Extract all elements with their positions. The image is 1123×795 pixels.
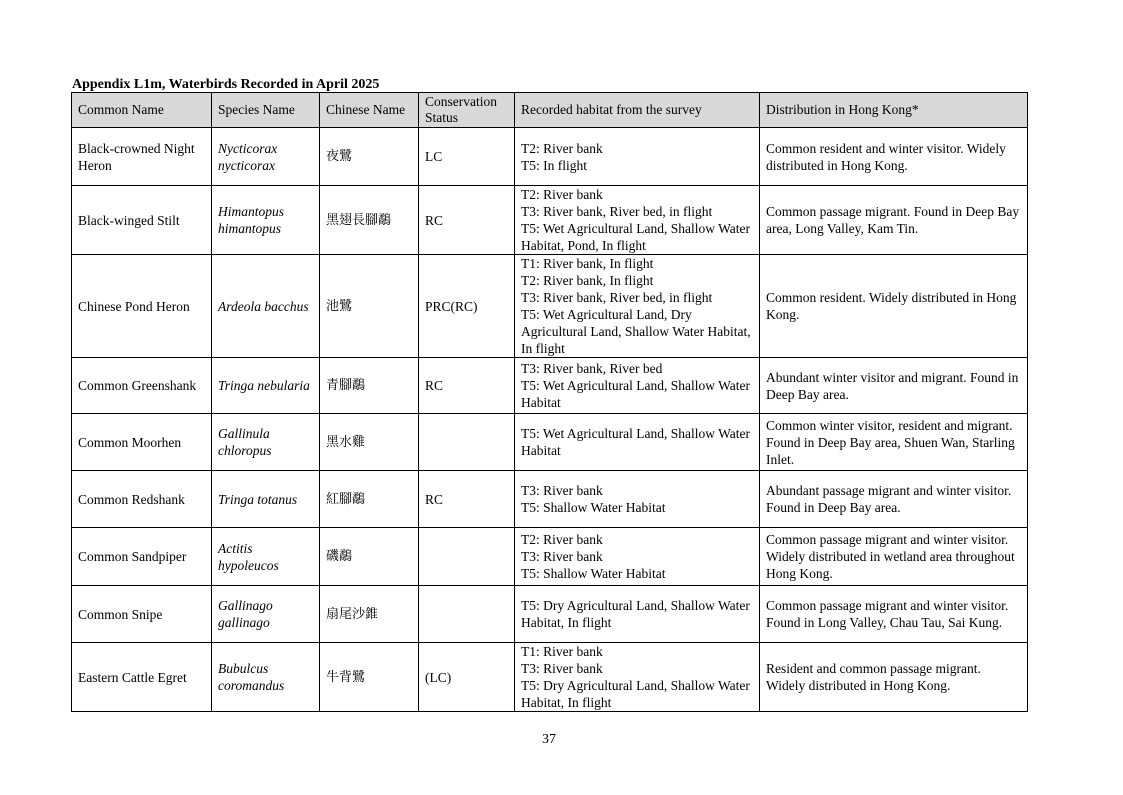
recorded-habitat: T2: River bank T3: River bank T5: Shallow Water Habitat: [515, 528, 760, 586]
distribution: Common passage migrant and winter visitor. Found in Long Valley, Chau Tau, Sai Kung.: [760, 586, 1028, 643]
header-row: [72, 93, 1028, 128]
common-name: Common Moorhen: [72, 414, 212, 471]
header-distribution: Distribution in Hong Kong*: [760, 93, 1028, 128]
conservation-status: [419, 528, 515, 586]
conservation-status: [419, 586, 515, 643]
recorded-habitat: T5: Wet Agricultural Land, Shallow Water Habitat: [515, 414, 760, 471]
recorded-habitat: T5: Dry Agricultural Land, Shallow Water Habitat, In flight: [515, 586, 760, 643]
table-row: [72, 471, 1028, 528]
species-name: Tringa totanus: [212, 471, 320, 528]
conservation-status: LC: [419, 128, 515, 186]
chinese-name: 黑翅長腳鷸: [320, 186, 419, 255]
table-title: Appendix L1m, Waterbirds Recorded in April 2025: [72, 77, 380, 92]
species-name: Tringa nebularia: [212, 358, 320, 414]
species-name: Himantopus himantopus: [212, 186, 320, 255]
common-name: Eastern Cattle Egret: [72, 643, 212, 712]
species-name: Nycticorax nycticorax: [212, 128, 320, 186]
distribution: Resident and common passage migrant. Widely distributed in Hong Kong.: [760, 643, 1028, 712]
table-row: [72, 586, 1028, 643]
common-name: Black-winged Stilt: [72, 186, 212, 255]
recorded-habitat: T3: River bank, River bed T5: Wet Agricultural Land, Shallow Water Habitat: [515, 358, 760, 414]
common-name: Common Redshank: [72, 471, 212, 528]
table-row: [72, 186, 1028, 255]
chinese-name: 扇尾沙錐: [320, 586, 419, 643]
header-conservation-status: Conservation Status: [419, 93, 515, 128]
distribution: Common winter visitor, resident and migrant. Found in Deep Bay area, Shuen Wan, Starling Inlet.: [760, 414, 1028, 471]
chinese-name: 青腳鷸: [320, 358, 419, 414]
table-row: [72, 255, 1028, 358]
common-name: Chinese Pond Heron: [72, 255, 212, 358]
species-name: Gallinago gallinago: [212, 586, 320, 643]
table-row: [72, 128, 1028, 186]
recorded-habitat: T1: River bank, In flight T2: River bank, In flight T3: River bank, River bed, in flight T5: Wet Agricultural Land, Dry Agricultural Land, Shallow Water Habitat, In flight: [515, 255, 760, 358]
recorded-habitat: T2: River bank T3: River bank, River bed, in flight T5: Wet Agricultural Land, Shallow Water Habitat, Pond, In flight: [515, 186, 760, 255]
chinese-name: 夜鷺: [320, 128, 419, 186]
common-name: Common Greenshank: [72, 358, 212, 414]
waterbirds-table: [71, 92, 1028, 712]
header-common-name: Common Name: [72, 93, 212, 128]
table-row: [72, 643, 1028, 712]
header-chinese-name: Chinese Name: [320, 93, 419, 128]
conservation-status: RC: [419, 471, 515, 528]
species-name: Actitis hypoleucos: [212, 528, 320, 586]
distribution: Abundant winter visitor and migrant. Found in Deep Bay area.: [760, 358, 1028, 414]
distribution: Common passage migrant and winter visitor. Widely distributed in wetland area throughout Hong Kong.: [760, 528, 1028, 586]
distribution: Common resident and winter visitor. Widely distributed in Hong Kong.: [760, 128, 1028, 186]
chinese-name: 黑水雞: [320, 414, 419, 471]
header-species-name: Species Name: [212, 93, 320, 128]
conservation-status: (LC): [419, 643, 515, 712]
conservation-status: PRC(RC): [419, 255, 515, 358]
distribution: Abundant passage migrant and winter visitor. Found in Deep Bay area.: [760, 471, 1028, 528]
recorded-habitat: T1: River bank T3: River bank T5: Dry Agricultural Land, Shallow Water Habitat, In flight: [515, 643, 760, 712]
species-name: Ardeola bacchus: [212, 255, 320, 358]
chinese-name: 池鷺: [320, 255, 419, 358]
species-name: Gallinula chloropus: [212, 414, 320, 471]
recorded-habitat: T3: River bank T5: Shallow Water Habitat: [515, 471, 760, 528]
distribution: Common resident. Widely distributed in Hong Kong.: [760, 255, 1028, 358]
species-name: Bubulcus coromandus: [212, 643, 320, 712]
page-number: 37: [542, 732, 556, 747]
table-row: [72, 358, 1028, 414]
table-row: [72, 528, 1028, 586]
conservation-status: RC: [419, 358, 515, 414]
chinese-name: 磯鷸: [320, 528, 419, 586]
chinese-name: 牛背鷺: [320, 643, 419, 712]
common-name: Common Snipe: [72, 586, 212, 643]
table-row: [72, 414, 1028, 471]
conservation-status: [419, 414, 515, 471]
common-name: Common Sandpiper: [72, 528, 212, 586]
common-name: Black-crowned Night Heron: [72, 128, 212, 186]
recorded-habitat: T2: River bank T5: In flight: [515, 128, 760, 186]
chinese-name: 紅腳鷸: [320, 471, 419, 528]
header-recorded-habitat: Recorded habitat from the survey: [515, 93, 760, 128]
conservation-status: RC: [419, 186, 515, 255]
distribution: Common passage migrant. Found in Deep Bay area, Long Valley, Kam Tin.: [760, 186, 1028, 255]
